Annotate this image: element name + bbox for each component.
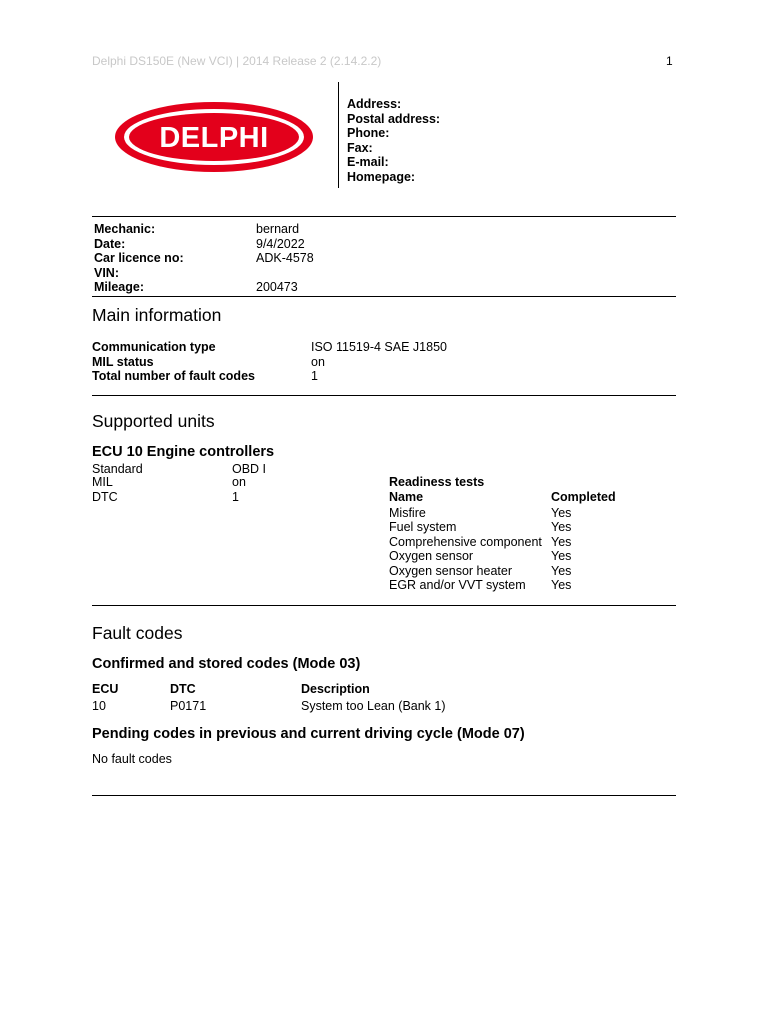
main-info-heading: Main information <box>92 305 222 325</box>
unit-label: DTC <box>92 490 118 504</box>
readiness-name: Comprehensive component <box>389 534 542 549</box>
unit-value: on <box>232 475 246 489</box>
unit-label: Standard <box>92 462 143 476</box>
readiness-name: Oxygen sensor heater <box>389 563 512 578</box>
licence-label: Car licence no: <box>94 251 184 265</box>
readiness-completed: Yes <box>551 578 572 592</box>
divider <box>92 296 676 297</box>
fault-col-dtc: DTC <box>170 682 196 696</box>
fault-codes-heading: Fault codes <box>92 623 183 643</box>
delphi-logo <box>114 101 314 173</box>
phone-label: Phone: <box>347 126 390 140</box>
readiness-name: Oxygen sensor <box>389 549 474 563</box>
postal-address-label: Postal address: <box>347 111 441 126</box>
mileage-label: Mileage: <box>94 280 145 294</box>
readiness-col-name: Name <box>389 490 424 504</box>
logo-text: DELPHI <box>159 122 269 154</box>
homepage-label: Homepage: <box>347 170 416 184</box>
divider <box>92 605 676 606</box>
pending-codes-text: No fault codes <box>92 752 172 766</box>
mechanic-value: bernard <box>256 222 300 236</box>
main-info-label: MIL status <box>92 354 154 369</box>
main-info-label: Communication type <box>92 340 216 354</box>
fault-col-description: Description <box>301 682 370 696</box>
readiness-col-completed: Completed <box>551 490 616 504</box>
licence-value: ADK-4578 <box>256 251 314 265</box>
divider <box>92 795 676 796</box>
unit-value: OBD I <box>232 462 267 476</box>
readiness-name: Fuel system <box>389 520 457 534</box>
fax-label: Fax: <box>347 140 373 155</box>
main-info-value: on <box>311 354 325 369</box>
vin-label: VIN: <box>94 265 119 280</box>
readiness-completed: Yes <box>551 563 572 578</box>
divider <box>92 216 676 217</box>
confirmed-codes-heading: Confirmed and stored codes (Mode 03) <box>92 656 361 672</box>
email-label: E-mail: <box>347 155 389 169</box>
main-info-value: ISO 11519-4 SAE J1850 <box>311 340 447 354</box>
fault-description: System too Lean (Bank 1) <box>301 699 446 713</box>
divider <box>92 395 676 396</box>
ecu-heading: ECU 10 Engine controllers <box>92 444 275 460</box>
readiness-name: EGR and/or VVT system <box>389 578 526 592</box>
header-divider <box>338 82 339 188</box>
readiness-completed: Yes <box>551 520 572 534</box>
supported-units-heading: Supported units <box>92 411 215 431</box>
readiness-completed: Yes <box>551 534 572 549</box>
fault-col-ecu: ECU <box>92 682 119 696</box>
page-number: 1 <box>666 54 673 68</box>
date-value: 9/4/2022 <box>256 236 305 251</box>
mechanic-label: Mechanic: <box>94 222 156 236</box>
unit-label: MIL <box>92 475 113 489</box>
readiness-name: Misfire <box>389 505 426 520</box>
pending-codes-heading: Pending codes in previous and current driving cycle (Mode 07) <box>92 726 525 742</box>
readiness-completed: Yes <box>551 505 572 520</box>
fault-dtc: P0171 <box>170 699 207 713</box>
date-label: Date: <box>94 236 126 251</box>
address-label: Address: <box>347 97 402 111</box>
unit-value: 1 <box>232 490 239 504</box>
fault-ecu: 10 <box>92 699 106 713</box>
main-info-label: Total number of fault codes <box>92 369 255 383</box>
readiness-title: Readiness tests <box>389 475 485 489</box>
mileage-value: 200473 <box>256 280 298 294</box>
report-header-title: Delphi DS150E (New VCI) | 2014 Release 2 (2.14.2.2) <box>92 54 382 68</box>
readiness-completed: Yes <box>551 549 572 563</box>
main-info-value: 1 <box>311 369 318 383</box>
